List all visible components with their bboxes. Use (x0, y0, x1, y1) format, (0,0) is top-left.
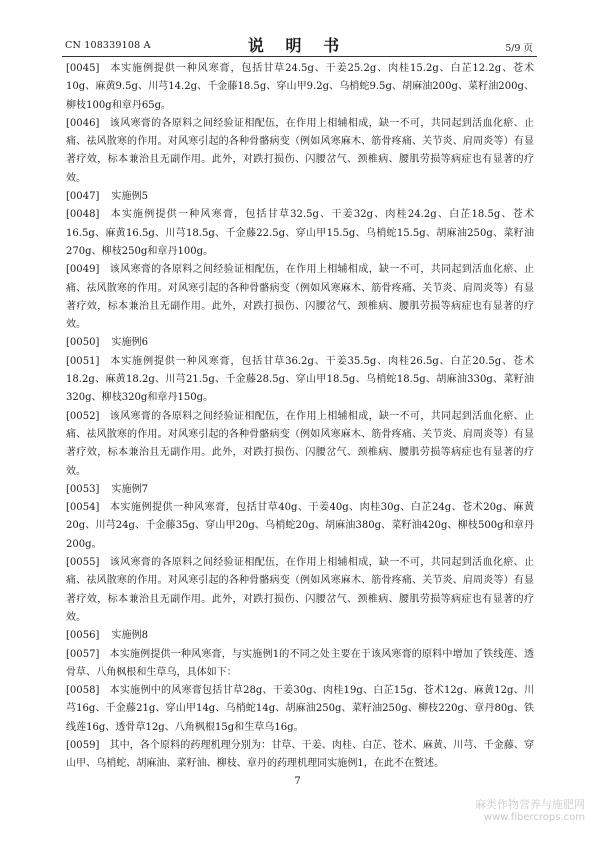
publication-number: CN 108339108 A (65, 40, 151, 51)
paragraph-text: 该风寒膏的各原料之间经验证相配伍，在作用上相辅相成，缺一不可，共同起到活血化瘀、止痛、祛风散寒的作用。对风寒引起的各种骨骼病变（例如风寒麻木、筋骨疼痛、关节炎、肩周炎等）有显著疗效，标本兼治且无副作用。此外，对跌打损伤、闪腰岔气、颈椎病、腰肌劳损等病症也有显著的疗效。 (66, 557, 534, 623)
paragraph-number: [0049] (66, 264, 100, 276)
paragraph (66, 115, 534, 188)
example-title: 实施例6 (111, 337, 148, 349)
paragraph-text: 本实施例中的风寒膏包括甘草28g、干姜30g、肉桂19g、白芷15g、苍术12g、麻黄12g、川芎16g、千金藤21g、穿山甲14g、乌梢蛇14g、胡麻油250g、菜籽油250g、柳枝220g、章丹80g、铁线莲16g、透骨草12g、八角枫根15g和生草乌16g。 (66, 685, 534, 733)
paragraph-text: 本实施例提供一种风寒膏，包括甘草36.2g、干姜35.5g、肉桂26.5g、白芷20.5g、苍术18.2g、麻黄18.2g、川芎21.5g、千金藤28.5g、穿山甲18.5g、乌梢蛇18.5g、胡麻油330g、菜籽油320g、柳枝320g和章丹150g。 (66, 355, 534, 404)
paragraph-text: 该风寒膏的各原料之间经验证相配伍，在作用上相辅相成，缺一不可，共同起到活血化瘀、止痛、祛风散寒的作用。对风寒引起的各种骨骼病变（例如风寒麻木、筋骨疼痛、关节炎、肩周炎等）有显著疗效，标本兼治且无副作用。此外，对跌打损伤、闪腰岔气、颈椎病、腰肌劳损等病症也有显著的疗效。 (66, 264, 534, 331)
paragraph-number: [0046] (66, 117, 100, 129)
paragraph (66, 554, 534, 627)
example-heading (66, 481, 534, 499)
watermark-url: www.fibercrops.com (483, 812, 585, 823)
paragraph (66, 646, 534, 683)
paragraph (66, 737, 534, 774)
paragraph-number: [0055] (66, 557, 100, 569)
paragraph (66, 353, 534, 408)
paragraph-number: [0059] (66, 739, 100, 751)
watermark-name: 麻类作物营养与施肥网 (475, 798, 585, 811)
paragraph (66, 499, 534, 554)
example-title: 实施例7 (111, 483, 148, 495)
paragraph-number: [0057] (66, 648, 100, 660)
paragraph-text: 本实施例提供一种风寒膏，包括甘草32.5g、干姜32g、肉桂24.2g、白芷18.5g、苍术16.5g、麻黄16.5g、川芎18.5g、千金藤22.5g、穿山甲15.5g、乌梢蛇15.5g、胡麻油250g、菜籽油270g、柳枝250g和章丹100g。 (66, 209, 534, 257)
paragraph-number: [0048] (66, 209, 100, 221)
paragraph-number: [0050] (66, 337, 100, 349)
paragraph-number: [0052] (66, 410, 100, 422)
paragraph (66, 60, 534, 115)
example-heading (66, 188, 534, 206)
paragraph (66, 206, 534, 261)
paragraph-text: 其中，各个原料的药理机理分别为：甘草、干姜、肉桂、白芷、苍术、麻黄、川芎、千金藤、穿山甲、乌梢蛇、胡麻油、菜籽油、柳枝、章丹的药理机理同实施例1，在此不在赘述。 (66, 739, 534, 770)
paragraph-text: 本实施例提供一种风寒膏，包括甘草24.5g、干姜25.2g、肉桂15.2g、白芷12.2g、苍术10g、麻黄9.5g、川芎14.2g、千金藤18.5g、穿山甲9.2g、乌梢蛇9.5g、胡麻油200g、菜籽油200g、柳枝100g和章丹65g。 (66, 63, 534, 111)
paragraph-text: 本实施例提供一种风寒膏，包括甘草40g、干姜40g、肉桂30g、白芷24g、苍术20g、麻黄20g、川芎24g、千金藤35g、穿山甲20g、乌梢蛇20g、胡麻油380g、菜籽油420g、柳枝500g和章丹200g。 (66, 502, 534, 550)
page-number: 7 (294, 776, 301, 787)
example-heading (66, 627, 534, 645)
paragraph-text: 本实施例提供一种风寒膏，与实施例1的不同之处主要在于该风寒膏的原料中增加了铁线莲、透骨草、八角枫根和生草乌，具体如下： (66, 648, 534, 678)
page-indicator: 5/9 页 (505, 43, 533, 54)
paragraph-number: [0047] (66, 191, 100, 203)
paragraph (66, 408, 534, 481)
paragraph-number: [0054] (66, 502, 100, 514)
paragraph-number: [0058] (66, 685, 100, 697)
paragraph-number: [0056] (66, 630, 100, 642)
paragraph (66, 261, 534, 334)
paragraph-number: [0045] (66, 63, 100, 74)
document-body (66, 60, 534, 774)
site-watermark (475, 798, 585, 824)
paragraph-number: [0053] (66, 483, 100, 495)
example-title: 实施例5 (111, 191, 148, 203)
paragraph-text: 该风寒膏的各原料之间经验证相配伍，在作用上相辅相成，缺一不可，共同起到活血化瘀、止痛、祛风散寒的作用。对风寒引起的各种骨骼病变（例如风寒麻木、筋骨疼痛、关节炎、肩周炎等）有显著疗效，标本兼治且无副作用。此外，对跌打损伤、闪腰岔气、颈椎病、腰肌劳损等病症也有显著的疗效。 (66, 410, 534, 477)
page-title: 说 明 书 (247, 36, 348, 55)
header-divider (62, 56, 537, 57)
example-title: 实施例8 (111, 630, 148, 642)
example-heading (66, 334, 534, 352)
paragraph-number: [0051] (66, 355, 100, 367)
paragraph-text: 该风寒膏的各原料之间经验证相配伍，在作用上相辅相成，缺一不可，共同起到活血化瘀、止痛、祛风散寒的作用。对风寒引起的各种骨骼病变（例如风寒麻木、筋骨疼痛、关节炎、肩周炎等）有显著疗效，标本兼治且无副作用。此外，对跌打损伤、闪腰岔气、颈椎病、腰肌劳损等病症也有显著的疗效。 (66, 117, 534, 184)
paragraph (66, 682, 534, 737)
